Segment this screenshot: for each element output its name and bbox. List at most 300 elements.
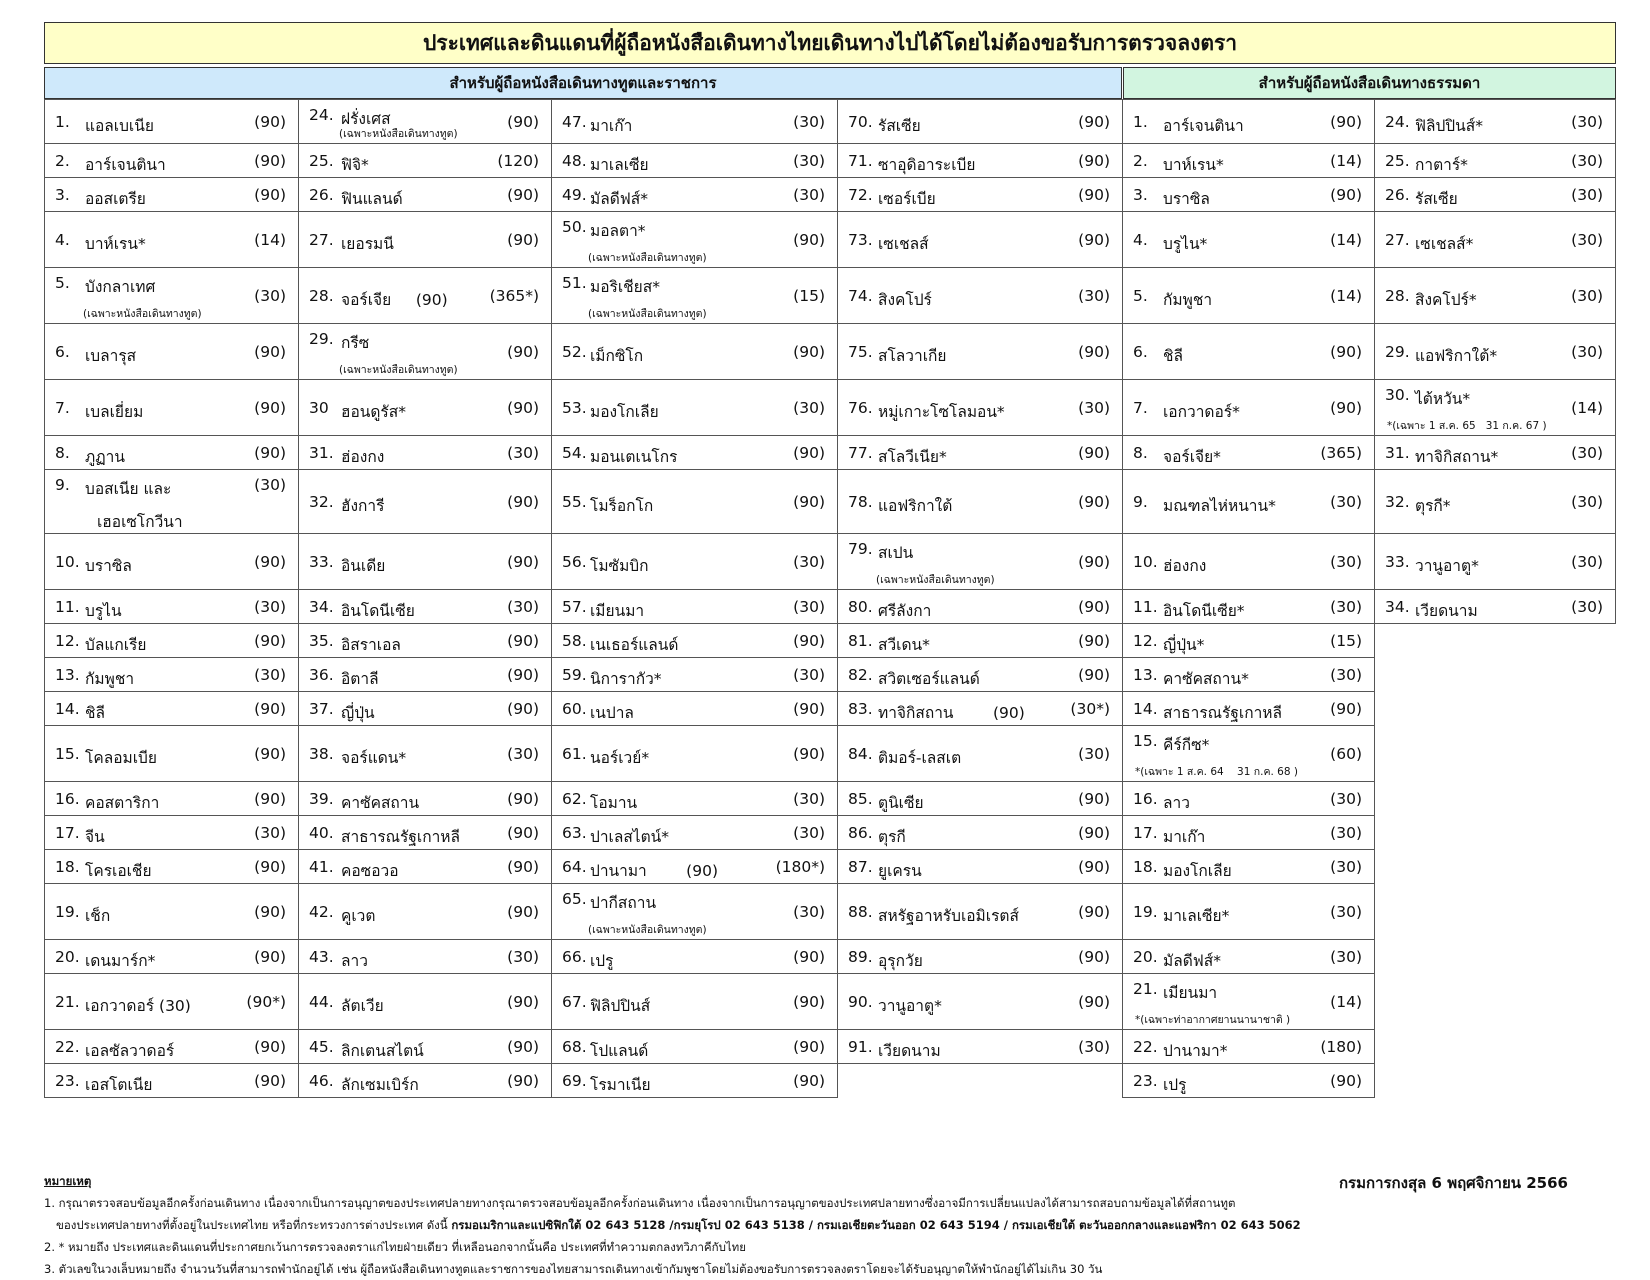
ordinary-2-column: [1374, 100, 1616, 624]
stay-days: (90): [1078, 231, 1110, 249]
country-name: เซอร์เบีย: [878, 190, 936, 208]
country-number: 34.: [1385, 598, 1410, 616]
country-row: [298, 177, 552, 212]
country-row: [551, 939, 838, 974]
stay-days: (30): [793, 113, 825, 131]
country-row: [837, 323, 1123, 380]
country-name: ฮ่องกง: [1163, 557, 1207, 575]
stay-days: (90): [254, 1072, 286, 1090]
country-number: 53.: [562, 399, 587, 417]
stay-days: (90): [1078, 444, 1110, 462]
country-row: [298, 883, 552, 940]
stay-days: (90): [507, 824, 539, 842]
country-row: [837, 435, 1123, 470]
country-number: 28.: [309, 287, 334, 305]
country-row: [44, 939, 299, 974]
stay-days: (90): [254, 1038, 286, 1056]
stay-days: (90): [1330, 186, 1362, 204]
country-number: 65.: [562, 890, 587, 908]
stay-days: (90): [254, 152, 286, 170]
country-row: [1122, 657, 1375, 692]
country-number: 31.: [309, 444, 334, 462]
country-name: สเปน: [878, 544, 914, 562]
country-number: 15.: [1133, 732, 1158, 750]
country-row: [1122, 691, 1375, 726]
stay-days: (90): [507, 399, 539, 417]
stay-days: (30): [1571, 493, 1603, 511]
stay-days: (30): [1330, 903, 1362, 921]
country-name: ชิลี: [1163, 347, 1184, 365]
country-name: กาตาร์*: [1415, 156, 1468, 174]
stay-days: (14): [1330, 231, 1362, 249]
country-number: 28.: [1385, 287, 1410, 305]
country-number: 3.: [1133, 186, 1148, 204]
country-number: 87.: [848, 858, 873, 876]
stay-days: (90): [793, 700, 825, 718]
country-number: 84.: [848, 745, 873, 763]
country-number: 10.: [1133, 553, 1158, 571]
stay-days: (30): [1571, 343, 1603, 361]
stay-days: (30): [1078, 1038, 1110, 1056]
stay-days: (90): [254, 858, 286, 876]
stay-days: (90): [254, 444, 286, 462]
country-number: 29.: [1385, 343, 1410, 361]
country-name: จอร์เจีย (90): [341, 291, 448, 309]
country-note: (เฉพาะหนังสือเดินทางทูต): [339, 364, 458, 376]
country-name: สิงคโปร์: [878, 291, 932, 309]
country-number: 68.: [562, 1038, 587, 1056]
country-name: อิตาลี: [341, 670, 379, 688]
stay-days: (30): [793, 399, 825, 417]
stay-days: (14): [1330, 152, 1362, 170]
stay-days: (90): [793, 444, 825, 462]
stay-days: (30): [793, 553, 825, 571]
country-row: [551, 589, 838, 624]
country-number: 76.: [848, 399, 873, 417]
country-name: โคลอมเบีย: [85, 749, 157, 767]
country-name: ปากีสถาน: [590, 894, 657, 912]
country-row: [837, 589, 1123, 624]
country-number: 33.: [309, 553, 334, 571]
country-row: [298, 267, 552, 324]
country-number: 67.: [562, 993, 587, 1011]
country-number: 17.: [55, 824, 80, 842]
country-number: 62.: [562, 790, 587, 808]
country-row: [1122, 323, 1375, 380]
country-number: 13.: [1133, 666, 1158, 684]
country-name: ตูนิเซีย: [878, 794, 924, 812]
country-row: [44, 379, 299, 436]
stay-days: (30): [1571, 287, 1603, 305]
country-row: [1374, 435, 1616, 470]
country-number: 34.: [309, 598, 334, 616]
country-number: 26.: [1385, 186, 1410, 204]
country-name: โปแลนด์: [590, 1042, 649, 1060]
country-name: มอริเชียส*: [590, 278, 660, 296]
country-row: [298, 143, 552, 178]
country-row: [837, 177, 1123, 212]
stay-days: (90): [1078, 858, 1110, 876]
stay-days: (30): [254, 598, 286, 616]
country-name: สหรัฐอาหรับเอมิเรตส์: [878, 907, 1019, 925]
country-name: อิสราเอล: [341, 636, 401, 654]
country-row: [837, 657, 1123, 692]
country-number: 16.: [55, 790, 80, 808]
country-name: เอกวาดอร์ (30): [85, 997, 191, 1015]
stay-days: (30): [507, 598, 539, 616]
country-row: [298, 589, 552, 624]
country-row: [551, 211, 838, 268]
country-number: 9.: [55, 476, 70, 494]
country-number: 29.: [309, 330, 334, 348]
stay-days: (90): [1330, 1072, 1362, 1090]
country-number: 89.: [848, 948, 873, 966]
country-row: [1122, 849, 1375, 884]
country-number: 1.: [55, 113, 70, 131]
country-number: 24.: [1385, 113, 1410, 131]
country-row: [551, 657, 838, 692]
country-name: ญี่ปุ่น: [341, 704, 375, 722]
country-name: นอร์เวย์*: [590, 749, 650, 767]
country-number: 44.: [309, 993, 334, 1011]
country-number: 12.: [55, 632, 80, 650]
country-row: [1374, 177, 1616, 212]
country-name: บอสเนีย และ: [85, 480, 172, 498]
stay-days: (90): [254, 186, 286, 204]
country-name: บัลแกเรีย: [85, 636, 147, 654]
stay-days: (90): [507, 493, 539, 511]
stay-days: (90): [507, 903, 539, 921]
country-number: 59.: [562, 666, 587, 684]
country-number: 83.: [848, 700, 873, 718]
country-row: [44, 1029, 299, 1064]
country-row: [1374, 469, 1616, 534]
country-number: 66.: [562, 948, 587, 966]
header-ordinary: สำหรับผู้ถือหนังสือเดินทางธรรมดา: [1123, 67, 1616, 99]
stay-days: (90): [1078, 632, 1110, 650]
country-row: [298, 657, 552, 692]
stay-days: (90): [507, 632, 539, 650]
country-row: [551, 725, 838, 782]
country-name: โอมาน: [590, 794, 638, 812]
stay-days: (90): [1078, 493, 1110, 511]
stay-days: (90): [254, 903, 286, 921]
stay-days: (90): [254, 553, 286, 571]
country-number: 30: [309, 399, 329, 417]
country-row: [837, 973, 1123, 1030]
country-note: (เฉพาะหนังสือเดินทางทูต): [588, 252, 707, 264]
stay-days: (30): [1571, 444, 1603, 462]
stay-days: (90): [1330, 113, 1362, 131]
country-name: มาเก๊า: [1163, 828, 1206, 846]
country-number: 36.: [309, 666, 334, 684]
stay-days: (30): [793, 790, 825, 808]
country-name: เมียนมา: [1163, 984, 1218, 1002]
country-name: ยูเครน: [878, 862, 922, 880]
stay-days: (90): [1078, 948, 1110, 966]
stay-days: (30): [793, 152, 825, 170]
country-name: เยอรมนี: [341, 235, 394, 253]
country-row: [551, 379, 838, 436]
country-name: บาห์เรน*: [85, 235, 146, 253]
stay-days: (90): [507, 700, 539, 718]
country-row: [837, 1029, 1123, 1064]
country-number: 80.: [848, 598, 873, 616]
country-name: บราซิล: [1163, 190, 1210, 208]
stay-days: (90): [1330, 399, 1362, 417]
country-name: ปาเลสไตน์*: [590, 828, 670, 846]
country-name: บรูไน: [85, 602, 122, 620]
country-number: 75.: [848, 343, 873, 361]
country-name: วานูอาตู*: [878, 997, 942, 1015]
stay-days: (15): [1330, 632, 1362, 650]
country-row: [44, 973, 299, 1030]
country-row: [44, 657, 299, 692]
stay-days: (90): [507, 790, 539, 808]
country-name: ซาอุดิอาระเบีย: [878, 156, 976, 174]
country-name: หมู่เกาะโซโลมอน*: [878, 403, 1005, 421]
country-name: จีน: [85, 828, 105, 846]
stay-days: (14): [254, 231, 286, 249]
country-name: ติมอร์-เลสเต: [878, 749, 962, 767]
country-row: [551, 883, 838, 940]
stay-days: (90): [254, 343, 286, 361]
note-line-1c-text: กรมอเมริกาและแปซิฟิกใต้ 02 643 5128 /กรมยุโรป 02 643 5138 / กรมเอเชียตะวันออก 02 643 5194 / กรมเอเชียใต้ ตะวันออกกลางและแอฟริกา 02 643 5062: [451, 1218, 1301, 1232]
country-row: [1122, 815, 1375, 850]
country-number: 23.: [1133, 1072, 1158, 1090]
stay-days: (180*): [775, 858, 825, 876]
country-name: ฮังการี: [341, 497, 385, 515]
country-number: 11.: [55, 598, 80, 616]
country-row: [551, 435, 838, 470]
country-row: [44, 849, 299, 884]
country-row: [44, 99, 299, 144]
country-name: ลัตเวีย: [341, 997, 384, 1015]
stay-days: (90): [507, 113, 539, 131]
country-name: เดนมาร์ก*: [85, 952, 156, 970]
stay-days: (90): [1078, 186, 1110, 204]
stay-days: (90): [793, 632, 825, 650]
country-row: [837, 883, 1123, 940]
country-number: 60.: [562, 700, 587, 718]
country-number: 46.: [309, 1072, 334, 1090]
stay-days: (30): [507, 948, 539, 966]
country-name: เอกวาดอร์*: [1163, 403, 1240, 421]
stay-days: (14): [1330, 287, 1362, 305]
country-row: [298, 211, 552, 268]
country-row: [837, 267, 1123, 324]
country-row: [1122, 469, 1375, 534]
country-row: [1122, 177, 1375, 212]
country-name: ออสเตรีย: [85, 190, 146, 208]
country-number: 27.: [1385, 231, 1410, 249]
country-number: 5.: [1133, 287, 1148, 305]
stay-days: (90): [254, 632, 286, 650]
diplomatic-2-column: [298, 100, 552, 1098]
country-row: [298, 379, 552, 436]
country-name: โมซัมบิก: [590, 557, 649, 575]
country-number: 22.: [1133, 1038, 1158, 1056]
country-row: [1122, 725, 1375, 782]
country-name: กัมพูชา: [85, 670, 135, 688]
country-row: [298, 781, 552, 816]
country-number: 71.: [848, 152, 873, 170]
country-number: 69.: [562, 1072, 587, 1090]
country-row: [1122, 623, 1375, 658]
country-number: 55.: [562, 493, 587, 511]
country-row: [551, 267, 838, 324]
country-number: 41.: [309, 858, 334, 876]
country-row: [1122, 211, 1375, 268]
country-row: [298, 99, 552, 144]
stay-days: (90): [254, 399, 286, 417]
stay-days: (30): [1571, 231, 1603, 249]
country-row: [1374, 323, 1616, 380]
country-number: 14.: [55, 700, 80, 718]
country-name: เนปาล: [590, 704, 634, 722]
stay-days: (30): [254, 476, 286, 494]
country-number: 9.: [1133, 493, 1148, 511]
country-row: [298, 435, 552, 470]
country-name: เช็ก: [85, 907, 111, 925]
country-number: 91.: [848, 1038, 873, 1056]
country-name: บราซิล: [85, 557, 132, 575]
country-row: [1122, 143, 1375, 178]
diplomatic-3-column: [551, 100, 838, 1098]
country-row: [44, 267, 299, 324]
stay-days: (90): [1078, 152, 1110, 170]
country-name: เซเชลส์: [878, 235, 929, 253]
stay-days: (90): [1078, 553, 1110, 571]
stay-days: (30): [793, 824, 825, 842]
country-row: [1374, 99, 1616, 144]
note-line-1: 1. กรุณาตรวจสอบข้อมูลอีกครั้งก่อนเดินทาง เนื่องจากเป็นการอนุญาตของประเทศปลายทางกรุณาตรวจสอบข้อมูลอีกครั้งก่อนเดินทาง เนื่องจากเป็นการอนุญาตของประเทศปลายทางซึ่งอาจมีการเปลี่ยนแปลงได้สามารถสอบถามข้อมูลได้ที่สถานทูต: [44, 1196, 1236, 1210]
country-name: สวิตเซอร์แลนด์: [878, 670, 980, 688]
country-row: [44, 781, 299, 816]
country-row: [298, 939, 552, 974]
stay-days: (90): [1078, 113, 1110, 131]
country-number: 90.: [848, 993, 873, 1011]
stay-days: (30): [1571, 598, 1603, 616]
country-row: [298, 973, 552, 1030]
country-name: คาซัคสถาน*: [1163, 670, 1249, 688]
country-number: 38.: [309, 745, 334, 763]
country-name: ทาจิกิสถาน*: [1415, 448, 1499, 466]
country-name: วานูอาตู*: [1415, 557, 1479, 575]
stay-days: (90): [1078, 790, 1110, 808]
country-number: 32.: [1385, 493, 1410, 511]
country-name: ฝรั่งเศส: [341, 110, 391, 128]
country-name-line2: เฮอเซโกวีนา: [97, 513, 183, 531]
stay-days: (90): [507, 993, 539, 1011]
stay-days: (30): [1571, 113, 1603, 131]
country-name: อาร์เจนตินา: [1163, 117, 1244, 135]
country-row: [1122, 99, 1375, 144]
stay-days: (14): [1330, 993, 1362, 1011]
country-number: 35.: [309, 632, 334, 650]
country-number: 4.: [1133, 231, 1148, 249]
country-name: ลาว: [341, 952, 368, 970]
country-number: 43.: [309, 948, 334, 966]
country-name: อาร์เจนตินา: [85, 156, 166, 174]
country-row: [1122, 1063, 1375, 1098]
country-number: 50.: [562, 218, 587, 236]
country-number: 27.: [309, 231, 334, 249]
stay-days: (90): [507, 231, 539, 249]
country-name: ตุรกี: [878, 828, 906, 846]
country-row: [44, 691, 299, 726]
stay-days: (90): [1330, 700, 1362, 718]
country-row: [1122, 379, 1375, 436]
country-number: 25.: [309, 152, 334, 170]
country-name: สาธารณรัฐเกาหลี: [341, 828, 461, 846]
stay-days: (90): [793, 231, 825, 249]
stay-days: (30): [1330, 790, 1362, 808]
stay-days: (90): [507, 1072, 539, 1090]
stay-days: (30): [1330, 493, 1362, 511]
stay-days: (14): [1571, 399, 1603, 417]
country-row: [551, 1029, 838, 1064]
country-number: 7.: [1133, 399, 1148, 417]
header-diplomatic: สำหรับผู้ถือหนังสือเดินทางทูตและราชการ: [44, 67, 1122, 99]
country-row: [1122, 939, 1375, 974]
country-number: 86.: [848, 824, 873, 842]
country-name: ปานามา (90): [590, 862, 718, 880]
country-number: 20.: [1133, 948, 1158, 966]
country-number: 81.: [848, 632, 873, 650]
country-number: 56.: [562, 553, 587, 571]
ordinary-1-column: [1122, 100, 1375, 1098]
country-row: [1122, 533, 1375, 590]
country-row: [1122, 973, 1375, 1030]
country-number: 16.: [1133, 790, 1158, 808]
country-name: มาเก๊า: [590, 117, 633, 135]
country-number: 5.: [55, 274, 70, 292]
country-name: บาห์เรน*: [1163, 156, 1224, 174]
country-row: [298, 1063, 552, 1098]
country-row: [551, 781, 838, 816]
stay-days: (30): [1330, 598, 1362, 616]
country-name: เปรู: [1163, 1076, 1187, 1094]
country-number: 18.: [55, 858, 80, 876]
country-row: [837, 211, 1123, 268]
stay-days: (90*): [246, 993, 286, 1011]
country-name: มณฑลไห่หนาน*: [1163, 497, 1276, 515]
country-name: มองโกเลีย: [590, 403, 659, 421]
country-number: 37.: [309, 700, 334, 718]
country-name: ฮอนดูรัส*: [341, 403, 406, 421]
country-name: กัมพูชา: [1163, 291, 1213, 309]
country-name: คาซัคสถาน: [341, 794, 420, 812]
stay-days: (90): [793, 993, 825, 1011]
country-row: [1122, 883, 1375, 940]
country-name: เอลซัลวาดอร์: [85, 1042, 175, 1060]
country-name: ชิลี: [85, 704, 106, 722]
stay-days: (90): [254, 700, 286, 718]
country-row: [1374, 211, 1616, 268]
country-number: 63.: [562, 824, 587, 842]
country-row: [44, 589, 299, 624]
country-row: [1374, 379, 1616, 436]
country-name: มอลตา*: [590, 222, 646, 240]
country-row: [1122, 435, 1375, 470]
stay-days: (180): [1320, 1038, 1362, 1056]
country-row: [1374, 267, 1616, 324]
country-name: รัสเซีย: [1415, 190, 1458, 208]
country-number: 23.: [55, 1072, 80, 1090]
country-row: [551, 623, 838, 658]
stay-days: (90): [1078, 993, 1110, 1011]
